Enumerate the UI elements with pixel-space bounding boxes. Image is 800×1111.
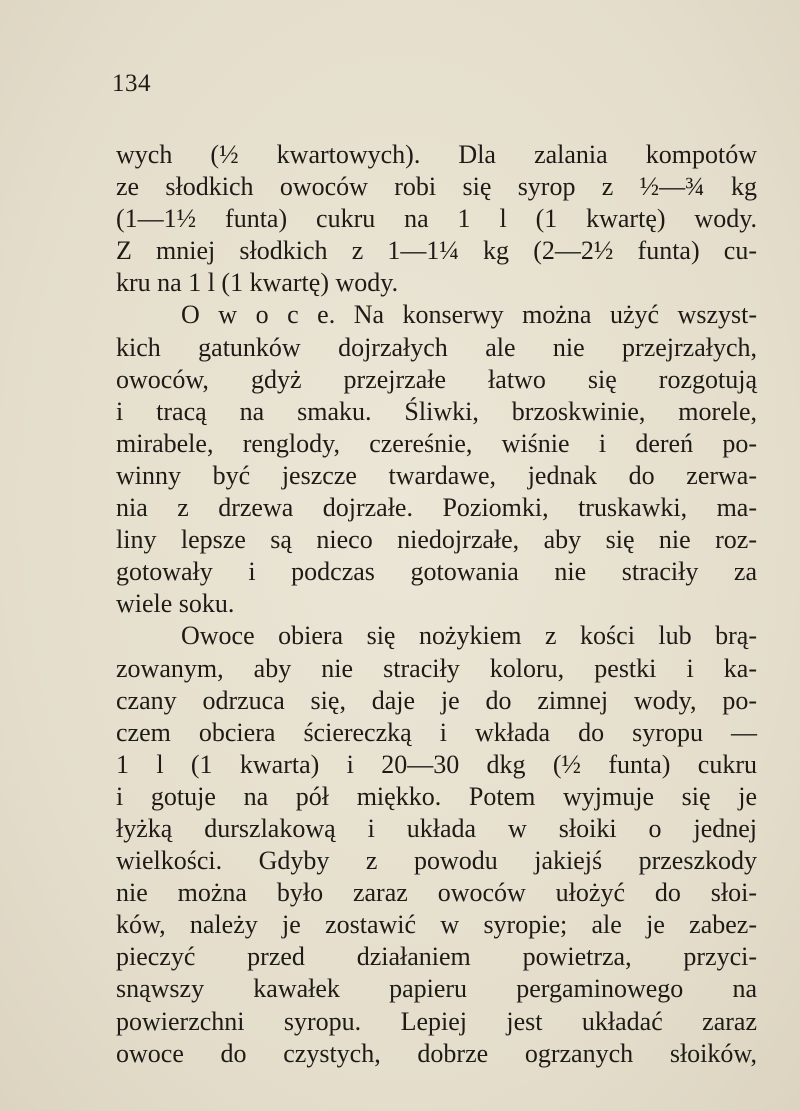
text-line: kich gatunków dojrzałych ale nie przejrzałych,: [116, 332, 757, 362]
text-line: liny lepsze są nieco niedojrzałe, aby się nie roz-: [116, 525, 757, 555]
text-line: i gotuje na pół miękko. Potem wyjmuje się je: [116, 781, 757, 811]
text-line: gotowały i podczas gotowania nie straciły za: [116, 557, 757, 587]
text-line: czany odrzuca się, daje je do zimnej wody, po-: [116, 685, 757, 715]
body-text: [116, 139, 757, 1070]
text-line: 1 l (1 kwarta) i 20—30 dkg (½ funta) cukru: [116, 749, 757, 779]
text-line: powierzchni syropu. Lepiej jest układać zaraz: [116, 1006, 757, 1036]
text-line: ków, należy je zostawić w syropie; ale je zabez-: [116, 910, 757, 940]
text-line: wiele soku.: [116, 589, 235, 619]
text-line: winny być jeszcze twardawe, jednak do zerwa-: [116, 460, 757, 490]
text-line: Z mniej słodkich z 1—1¼ kg (2—2½ funta) cu-: [116, 236, 757, 266]
text-line: nia z drzewa dojrzałe. Poziomki, truskawki, ma-: [116, 493, 757, 523]
page-number: 134: [112, 70, 151, 97]
text-line: wych (½ kwartowych). Dla zalania kompotów: [116, 140, 757, 169]
text-line: O w o c e. Na konserwy można użyć wszyst-: [181, 300, 757, 330]
text-line: (1—1½ funta) cukru na 1 l (1 kwartę) wody.: [116, 204, 757, 234]
text-line: i tracą na smaku. Śliwki, brzoskwinie, morele,: [116, 396, 757, 426]
text-line: snąwszy kawałek papieru pergaminowego na: [116, 974, 757, 1004]
text-line: wielkości. Gdyby z powodu jakiejś przeszkody: [116, 846, 757, 876]
text-line: owoce do czystych, dobrze ogrzanych słoików,: [116, 1038, 757, 1068]
text-line: pieczyć przed działaniem powietrza, przyci-: [116, 942, 757, 972]
text-line: nie można było zaraz owoców ułożyć do słoi-: [116, 878, 757, 908]
text-line: czem obciera ściereczką i wkłada do syropu —: [116, 717, 757, 747]
text-line: owoców, gdyż przejrzałe łatwo się rozgotują: [116, 364, 757, 394]
text-line: łyżką durszlakową i układa w słoiki o jednej: [116, 813, 757, 843]
text-line: ze słodkich owoców robi się syrop z ½—¾ kg: [116, 172, 757, 202]
text-line: mirabele, renglody, czereśnie, wiśnie i dereń po-: [116, 428, 757, 458]
text-line: kru na 1 l (1 kwartę) wody.: [116, 268, 399, 298]
text-line: Owoce obiera się nożykiem z kości lub brą-: [181, 621, 757, 651]
text-line: zowanym, aby nie straciły koloru, pestki i ka-: [116, 653, 757, 683]
